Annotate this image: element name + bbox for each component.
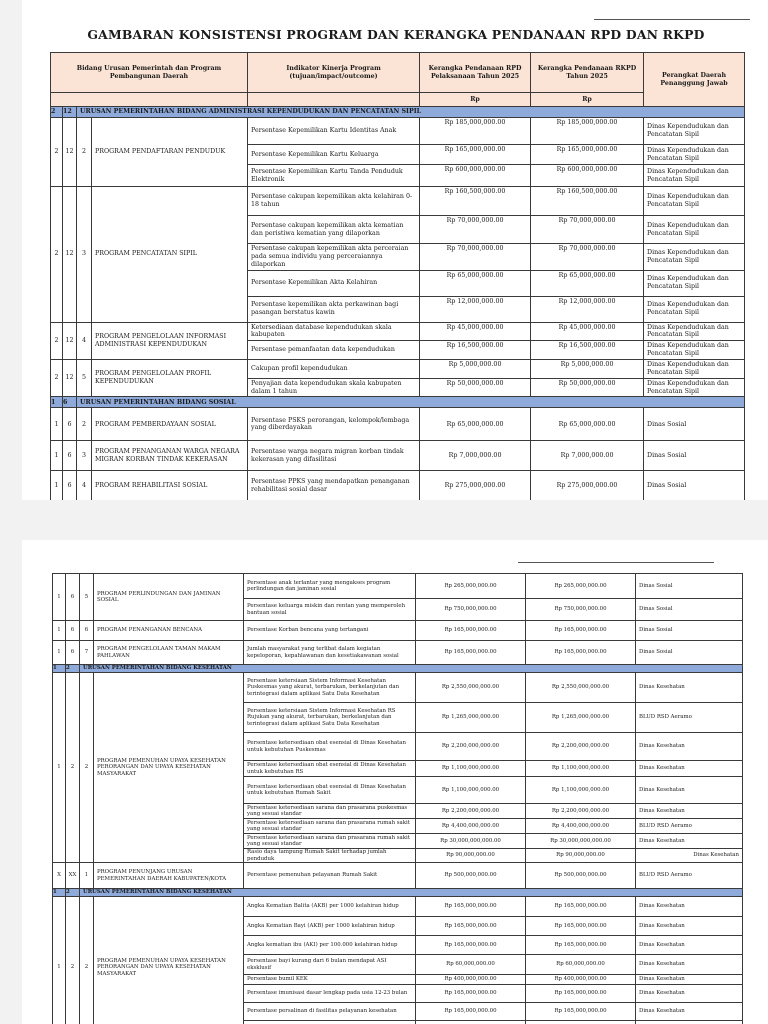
- indicator-cell: Persentase ketersediaan obat esensial di Dinas Kesehatan untuk kebutuhan Puskesmas: [244, 733, 416, 761]
- rkpd-amount: Rp 400,000,000.00: [526, 975, 636, 985]
- rpd-amount: Rp 5,000,000.00: [420, 360, 531, 379]
- rkpd-amount: Rp 45,000,000.00: [531, 322, 644, 341]
- rpd-amount: Rp 1,100,000,000.00: [416, 777, 526, 804]
- header-rpd: Kerangka Pendanaan RPD Pelaksanaan Tahun 2025: [420, 53, 531, 93]
- indicator-cell: Persentase keluarga miskin dan rentan yang memperoleh bantuan sosial: [244, 599, 416, 621]
- code-b: 12: [63, 118, 77, 187]
- code-b: 6: [63, 471, 77, 500]
- code-a: 1: [51, 408, 63, 441]
- indicator-cell: Persentase PPKS yang mendapatkan penanganan rehabilitasi sosial dasar: [248, 471, 420, 500]
- indicator-cell: Persentase imunisasi dasar lengkap pada usia 12-23 bulan: [244, 985, 416, 1003]
- section-label: URUSAN PEMERINTAHAN BIDANG ADMINISTRASI KEPENDUDUKAN DAN PENCATATAN SIPIL: [77, 107, 745, 118]
- rpd-amount: Rp 165,000,000.00: [416, 621, 526, 641]
- rkpd-amount: Rp 2,550,000,000.00: [526, 673, 636, 703]
- indicator-cell: Persentase pemanfaatan data kependudukan: [248, 341, 420, 360]
- code-c: 5: [77, 360, 92, 397]
- indicator-cell: Persentase ketersediaan sarana dan prasarana rumah sakit yang sesuai standar: [244, 819, 416, 834]
- code-c: 7: [80, 641, 94, 665]
- indicator-cell: Persentase cakupan kepemilikan akta kematian dan peristiwa kematian yang dilaporkan: [248, 216, 420, 244]
- section-row: [53, 665, 743, 673]
- responsible-agency: Dinas Kependudukan dan Pencatatan Sipil: [644, 270, 745, 296]
- responsible-agency: Dinas Kependudukan dan Pencatatan Sipil: [644, 341, 745, 360]
- indicator-cell: Persentase anak terlantar yang mengakses program perlindungan dan jaminan sosial: [244, 574, 416, 599]
- page-title: GAMBARAN KONSISTENSI PROGRAM DAN KERANGKA PENDANAAN RPD DAN RKPD: [87, 27, 705, 42]
- rpd-amount: Rp 165,000,000.00: [416, 985, 526, 1003]
- responsible-agency: Dinas Kesehatan: [636, 1003, 743, 1021]
- program-name: PROGRAM PEMENUHAN UPAYA KESEHATAN PERORANGAN DAN UPAYA KESEHATAN MASYARAKAT: [94, 673, 244, 863]
- code-c: 3: [77, 441, 92, 471]
- indicator-cell: Penyajian data kependudukan skala kabupaten dalam 1 tahun: [248, 378, 420, 397]
- responsible-agency: Dinas Sosial: [636, 621, 743, 641]
- code-c: 2: [77, 408, 92, 441]
- indicator-cell: Rasio daya tampung Rumah Sakit terhadap jumlah penduduk: [244, 849, 416, 863]
- program-name: PROGRAM PENGELOLAAN INFORMASI ADMINISTRASI KEPENDUDUKAN: [92, 322, 248, 359]
- rkpd-amount: Rp 265,000,000.00: [526, 574, 636, 599]
- rpd-amount: [416, 1021, 526, 1024]
- table-body: [51, 107, 745, 501]
- table-row: [51, 118, 745, 145]
- section-code-a: 2: [51, 107, 63, 118]
- program-name: PROGRAM PENUNJANG URUSAN PEMERINTAHAN DAERAH KABUPATEN/KOTA: [94, 863, 244, 889]
- rpd-amount: Rp 2,200,000,000.00: [416, 804, 526, 819]
- rkpd-amount: Rp 65,000,000.00: [531, 408, 644, 441]
- responsible-agency: BLUD RSD Aeramo: [636, 703, 743, 733]
- rkpd-amount: Rp 1,100,000,000.00: [526, 777, 636, 804]
- program-name: PROGRAM PENANGANAN BENCANA: [94, 621, 244, 641]
- code-c: 4: [77, 322, 92, 359]
- responsible-agency: Dinas Kesehatan: [636, 804, 743, 819]
- responsible-agency: Dinas Sosial: [644, 408, 745, 441]
- rkpd-amount: Rp 70,000,000.00: [531, 216, 644, 244]
- program-name: PROGRAM PEMENUHAN UPAYA KESEHATAN PERORANGAN DAN UPAYA KESEHATAN MASYARAKAT: [94, 897, 244, 1024]
- indicator-cell: Persentase Kepemilikan Akta Kelahiran: [248, 270, 420, 296]
- rpd-amount: Rp 165,000,000.00: [416, 917, 526, 936]
- header-perangkat: Perangkat Daerah Penanggung Jawab: [644, 53, 745, 107]
- code-a: X: [53, 863, 66, 889]
- responsible-agency: Dinas Kependudukan dan Pencatatan Sipil: [644, 360, 745, 379]
- rkpd-amount: Rp 165,000,000.00: [526, 621, 636, 641]
- section-code-b: 12: [63, 107, 77, 118]
- code-c: 3: [77, 187, 92, 323]
- rpd-amount: Rp 4,400,000,000.00: [416, 819, 526, 834]
- program-name: PROGRAM PENGELOLAAN PROFIL KEPENDUDUKAN: [92, 360, 248, 397]
- code-a: 1: [53, 641, 66, 665]
- responsible-agency: Dinas Kependudukan dan Pencatatan Sipil: [644, 216, 745, 244]
- rpd-amount: Rp 165,000,000.00: [416, 1003, 526, 1021]
- rkpd-amount: Rp 750,000,000.00: [526, 599, 636, 621]
- table-row: [53, 863, 743, 889]
- rkpd-amount: Rp 165,000,000.00: [526, 897, 636, 917]
- rkpd-amount: Rp 70,000,000.00: [531, 244, 644, 271]
- responsible-agency: BLUD RSD Aeramo: [636, 863, 743, 889]
- section-code-b: 2: [66, 665, 80, 673]
- program-name: PROGRAM PENDAFTARAN PENDUDUK: [92, 118, 248, 187]
- rkpd-amount: Rp 50,000,000.00: [531, 378, 644, 397]
- rpd-amount: Rp 165,000,000.00: [416, 641, 526, 665]
- section-code-b: 6: [63, 397, 77, 408]
- code-a: 1: [51, 471, 63, 500]
- code-b: 12: [63, 322, 77, 359]
- responsible-agency: Dinas Kesehatan: [636, 897, 743, 917]
- rpd-amount: Rp 70,000,000.00: [420, 244, 531, 271]
- code-a: 1: [51, 441, 63, 471]
- indicator-cell: Persentase cakupan kepemilikan akta perceraian pada semua individu yang perceraiannya dilaporkan: [248, 244, 420, 271]
- indicator-cell: Jumlah masyarakat yang terlibat dalam kegiatan kepeloporan, kepahlawanan dan kesetiakawanan sosial: [244, 641, 416, 665]
- table-row: [51, 360, 745, 379]
- rkpd-amount: Rp 2,200,000,000.00: [526, 804, 636, 819]
- responsible-agency: Dinas Kesehatan: [636, 733, 743, 761]
- header-rule: [594, 19, 750, 20]
- responsible-agency: Dinas Kependudukan dan Pencatatan Sipil: [644, 296, 745, 322]
- code-c: 5: [80, 574, 94, 621]
- rpd-amount: Rp 16,500,000.00: [420, 341, 531, 360]
- table-row: [53, 673, 743, 703]
- responsible-agency: Dinas Kesehatan: [636, 985, 743, 1003]
- indicator-cell: Persentase pemenuhan pelayanan Rumah Sakit: [244, 863, 416, 889]
- header-rkpd: Kerangka Pendanaan RKPD Tahun 2025: [531, 53, 644, 93]
- indicator-cell: Angka Kematian Balita (AKB) per 1000 kelahiran hidup: [244, 897, 416, 917]
- table-row: [51, 408, 745, 441]
- table-row: [51, 187, 745, 216]
- code-a: 2: [51, 118, 63, 187]
- responsible-agency: Dinas Sosial: [636, 641, 743, 665]
- rpd-amount: Rp 185,000,000.00: [420, 118, 531, 145]
- rkpd-amount: Rp 165,000,000.00: [526, 917, 636, 936]
- responsible-agency: Dinas Kesehatan: [636, 673, 743, 703]
- rkpd-amount: Rp 90,000,000.00: [526, 849, 636, 863]
- indicator-cell: Ketersediaan database kependudukan skala kabupaten: [248, 322, 420, 341]
- section-row: [53, 889, 743, 897]
- section-row: [51, 107, 745, 118]
- section-label: URUSAN PEMERINTAHAN BIDANG SOSIAL: [77, 397, 745, 408]
- table-row: [53, 574, 743, 599]
- code-b: 6: [66, 621, 80, 641]
- rpd-amount: Rp 65,000,000.00: [420, 270, 531, 296]
- responsible-agency: Dinas Kesehatan: [636, 955, 743, 975]
- rkpd-amount: Rp 165,000,000.00: [526, 1003, 636, 1021]
- rkpd-amount: Rp 160,500,000.00: [531, 187, 644, 216]
- indicator-cell: Persentase bumil KEK: [244, 975, 416, 985]
- code-c: 4: [77, 471, 92, 500]
- section-code-a: 1: [51, 397, 63, 408]
- rkpd-amount: Rp 7,000,000.00: [531, 441, 644, 471]
- header-rp-rpd: Rp: [420, 93, 531, 107]
- rkpd-amount: Rp 185,000,000.00: [531, 118, 644, 145]
- code-b: 6: [66, 574, 80, 621]
- rpd-amount: Rp 165,000,000.00: [416, 936, 526, 955]
- code-a: 1: [53, 574, 66, 621]
- rpd-amount: Rp 400,000,000.00: [416, 975, 526, 985]
- responsible-agency: BLUD RSD Aeramo: [636, 819, 743, 834]
- rkpd-amount: Rp 5,000,000.00: [531, 360, 644, 379]
- code-b: 6: [66, 641, 80, 665]
- rkpd-amount: Rp 16,500,000.00: [531, 341, 644, 360]
- code-c: 2: [80, 673, 94, 863]
- responsible-agency: Dinas Kependudukan dan Pencatatan Sipil: [644, 145, 745, 165]
- rpd-amount: Rp 165,000,000.00: [420, 145, 531, 165]
- responsible-agency: Dinas Kesehatan: [636, 777, 743, 804]
- header-indikator: Indikator Kinerja Program (tujuan/impact/outcome): [248, 53, 420, 93]
- rpd-amount: Rp 45,000,000.00: [420, 322, 531, 341]
- responsible-agency: Dinas Sosial: [644, 471, 745, 500]
- indicator-cell: Persentase kepemilikan akta perkawinan bagi pasangan berstatus kawin: [248, 296, 420, 322]
- responsible-agency: Dinas Kesehatan: [636, 975, 743, 985]
- header-blank: [51, 93, 248, 107]
- code-a: 2: [51, 187, 63, 323]
- section-code-a: 1: [53, 665, 66, 673]
- code-a: 1: [53, 673, 66, 863]
- indicator-cell: Persentase ketersediaan sarana dan prasarana rumah sakit yang sesuai standar: [244, 834, 416, 849]
- responsible-agency: Dinas Kesehatan: [636, 834, 743, 849]
- responsible-agency: Dinas Sosial: [636, 599, 743, 621]
- rkpd-amount: Rp 165,000,000.00: [526, 985, 636, 1003]
- code-b: 6: [63, 408, 77, 441]
- rkpd-amount: Rp 65,000,000.00: [531, 270, 644, 296]
- rpd-amount: Rp 2,550,000,000.00: [416, 673, 526, 703]
- responsible-agency: Dinas Sosial: [644, 441, 745, 471]
- indicator-cell: Persentase Kepemilikan Kartu Identitas Anak: [248, 118, 420, 145]
- rkpd-amount: Rp 165,000,000.00: [526, 641, 636, 665]
- section-label: URUSAN PEMERINTAHAN BIDANG KESEHATAN: [80, 889, 743, 897]
- rpd-amount: Rp 500,000,000.00: [416, 863, 526, 889]
- code-b: 12: [63, 187, 77, 323]
- indicator-cell: [244, 1021, 416, 1024]
- table-row: [51, 441, 745, 471]
- indicator-cell: Persentase cakupan kepemilikan akta kelahiran 0-18 tahun: [248, 187, 420, 216]
- indicator-cell: Persentase ketersediaan obat esensial di Dinas Kesehatan untuk kebutuhan RS: [244, 761, 416, 777]
- rpd-amount: Rp 60,000,000.00: [416, 955, 526, 975]
- rpd-amount: Rp 750,000,000.00: [416, 599, 526, 621]
- responsible-agency: Dinas Kependudukan dan Pencatatan Sipil: [644, 378, 745, 397]
- rkpd-amount: Rp 600,000,000.00: [531, 165, 644, 187]
- rpd-amount: Rp 600,000,000.00: [420, 165, 531, 187]
- code-b: 2: [66, 673, 80, 863]
- table-row: [53, 897, 743, 917]
- table-body: [53, 574, 743, 1024]
- responsible-agency: Dinas Kependudukan dan Pencatatan Sipil: [644, 187, 745, 216]
- program-name: PROGRAM PENGELOLAAN TAMAN MAKAM PAHLAWAN: [94, 641, 244, 665]
- responsible-agency: Dinas Kependudukan dan Pencatatan Sipil: [644, 165, 745, 187]
- code-b: XX: [66, 863, 80, 889]
- rkpd-amount: Rp 500,000,000.00: [526, 863, 636, 889]
- responsible-agency: [636, 1021, 743, 1024]
- funding-table-page-1: [50, 52, 745, 500]
- program-name: PROGRAM REHABILITASI SOSIAL: [92, 471, 248, 500]
- responsible-agency: Dinas Kependudukan dan Pencatatan Sipil: [644, 244, 745, 271]
- header-blank: [248, 93, 420, 107]
- responsible-agency: Dinas Kesehatan: [636, 936, 743, 955]
- indicator-cell: Persentase persalinan di fasilitas pelayanan kesehatan: [244, 1003, 416, 1021]
- responsible-agency: Dinas Kesehatan: [636, 917, 743, 936]
- code-b: 2: [66, 897, 80, 1024]
- indicator-cell: Persentase warga negara migran korban tindak kekerasan yang difasilitasi: [248, 441, 420, 471]
- table-row: [51, 322, 745, 341]
- rkpd-amount: [526, 1021, 636, 1024]
- rkpd-amount: Rp 30,000,000,000.00: [526, 834, 636, 849]
- header-rule: [518, 562, 714, 563]
- responsible-agency: Dinas Kesehatan: [636, 761, 743, 777]
- rkpd-amount: Rp 165,000,000.00: [526, 936, 636, 955]
- indicator-cell: Persentase ketersiaan Sistem Informasi Kesehatan RS Rujukan yang akurat, terbarukan, berkelanjutan dan terintegrasi dalam aplikasi Satu Data Kesehatan: [244, 703, 416, 733]
- indicator-cell: Cakupan profil kependudukan: [248, 360, 420, 379]
- responsible-agency: Dinas Kesehatan: [636, 849, 743, 863]
- indicator-cell: Persentase PSKS perorangan, kelompok/lembaga yang diberdayakan: [248, 408, 420, 441]
- table-row: [51, 471, 745, 500]
- indicator-cell: Persentase Korban bencana yang tertangani: [244, 621, 416, 641]
- funding-table-page-2: [52, 573, 743, 1024]
- program-name: PROGRAM PERLINDUNGAN DAN JAMINAN SOSIAL: [94, 574, 244, 621]
- section-row: [51, 397, 745, 408]
- code-c: 2: [80, 897, 94, 1024]
- indicator-cell: Persentase Kepemilikan Kartu Keluarga: [248, 145, 420, 165]
- code-a: 2: [51, 322, 63, 359]
- rpd-amount: Rp 1,100,000,000.00: [416, 761, 526, 777]
- responsible-agency: Dinas Kependudukan dan Pencatatan Sipil: [644, 322, 745, 341]
- section-label: URUSAN PEMERINTAHAN BIDANG KESEHATAN: [80, 665, 743, 673]
- responsible-agency: Dinas Sosial: [636, 574, 743, 599]
- section-code-b: 2: [66, 889, 80, 897]
- rpd-amount: Rp 7,000,000.00: [420, 441, 531, 471]
- rkpd-amount: Rp 2,200,000,000.00: [526, 733, 636, 761]
- header-rp-rkpd: Rp: [531, 93, 644, 107]
- table-row: [53, 641, 743, 665]
- code-a: 2: [51, 360, 63, 397]
- rkpd-amount: Rp 1,100,000,000.00: [526, 761, 636, 777]
- rpd-amount: Rp 165,000,000.00: [416, 897, 526, 917]
- code-c: 2: [77, 118, 92, 187]
- code-a: 1: [53, 621, 66, 641]
- rpd-amount: Rp 70,000,000.00: [420, 216, 531, 244]
- program-name: PROGRAM PENCATATAN SIPIL: [92, 187, 248, 323]
- section-code-a: 1: [53, 889, 66, 897]
- rpd-amount: Rp 2,200,000,000.00: [416, 733, 526, 761]
- rpd-amount: Rp 50,000,000.00: [420, 378, 531, 397]
- rpd-amount: Rp 265,000,000.00: [416, 574, 526, 599]
- code-b: 12: [63, 360, 77, 397]
- rkpd-amount: Rp 1,265,000,000.00: [526, 703, 636, 733]
- indicator-cell: Angka Kematian Bayi (AKB) per 1000 kelahiran hidup: [244, 917, 416, 936]
- rpd-amount: Rp 90,000,000.00: [416, 849, 526, 863]
- code-b: 6: [63, 441, 77, 471]
- rkpd-amount: Rp 275,000,000.00: [531, 471, 644, 500]
- rkpd-amount: Rp 60,000,000.00: [526, 955, 636, 975]
- indicator-cell: Angka kematian ibu (AKI) per 100.000 kelahiran hidup: [244, 936, 416, 955]
- rpd-amount: Rp 12,000,000.00: [420, 296, 531, 322]
- code-c: 6: [80, 621, 94, 641]
- rpd-amount: Rp 65,000,000.00: [420, 408, 531, 441]
- indicator-cell: Persentase bayi kurang dari 6 bulan mendapat ASI eksklusif: [244, 955, 416, 975]
- rkpd-amount: Rp 165,000,000.00: [531, 145, 644, 165]
- code-c: 1: [80, 863, 94, 889]
- document-page-1: [22, 0, 768, 500]
- indicator-cell: Persentase Kepemilikan Kartu Tanda Penduduk Elektronik: [248, 165, 420, 187]
- rpd-amount: Rp 1,265,000,000.00: [416, 703, 526, 733]
- code-a: 1: [53, 897, 66, 1024]
- indicator-cell: Persentase ketersediaan sarana dan prasarana puskesmas yang sesuai standar: [244, 804, 416, 819]
- rkpd-amount: Rp 12,000,000.00: [531, 296, 644, 322]
- rpd-amount: Rp 275,000,000.00: [420, 471, 531, 500]
- table-row: [53, 621, 743, 641]
- header-bidang: Bidang Urusan Pemerintah dan Program Pembangunan Daerah: [51, 53, 248, 93]
- rpd-amount: Rp 160,500,000.00: [420, 187, 531, 216]
- indicator-cell: Persentase ketersiaan Sistem Informasi Kesehatan Puskesmas yang akurat, terbarukan, berkelanjutan dan terintegrasi dalam aplikasi Satu Data Kesehatan: [244, 673, 416, 703]
- document-page-2: [22, 540, 768, 1024]
- rkpd-amount: Rp 4,400,000,000.00: [526, 819, 636, 834]
- program-name: PROGRAM PEMBERDAYAAN SOSIAL: [92, 408, 248, 441]
- responsible-agency: Dinas Kependudukan dan Pencatatan Sipil: [644, 118, 745, 145]
- program-name: PROGRAM PENANGANAN WARGA NEGARA MIGRAN KORBAN TINDAK KEKERASAN: [92, 441, 248, 471]
- rpd-amount: Rp 30,000,000,000.00: [416, 834, 526, 849]
- indicator-cell: Persentase ketersediaan obat esensial di Dinas Kesehatan untuk kebutuhan Rumah Sakit: [244, 777, 416, 804]
